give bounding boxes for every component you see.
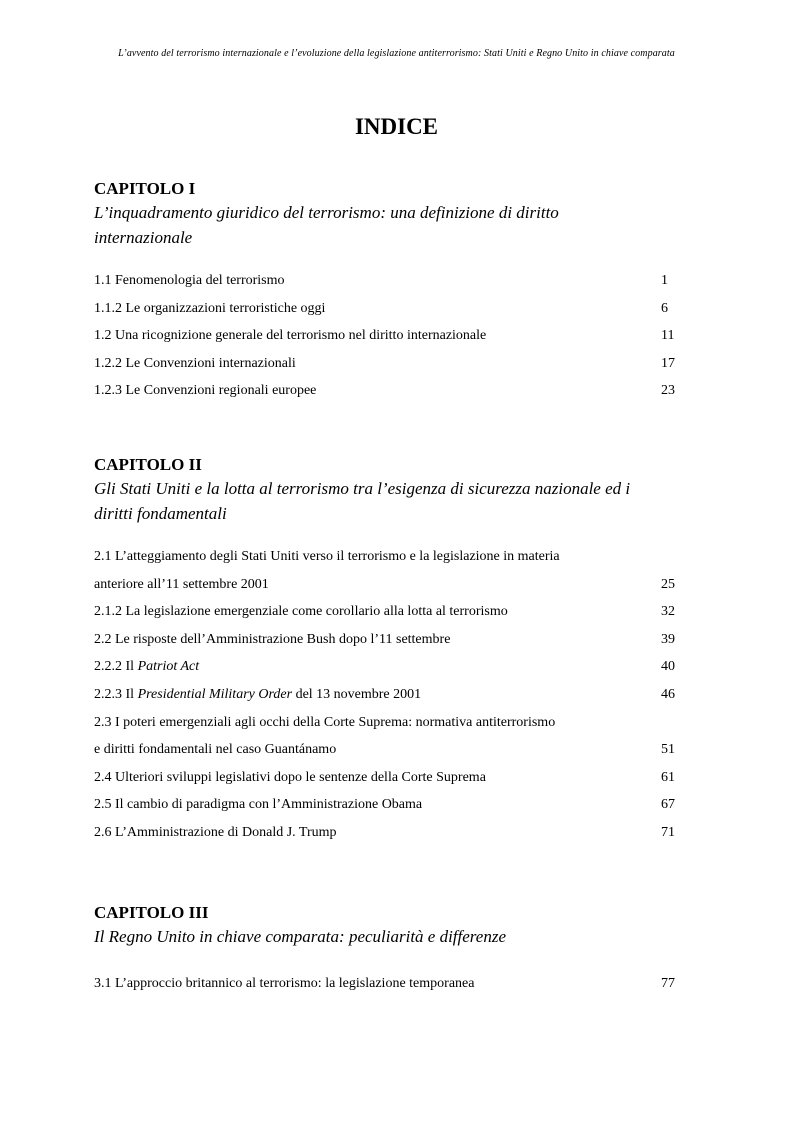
toc-entry-page: 46 xyxy=(661,686,675,702)
toc-entry-text-prefix: 2.2.2 Il xyxy=(94,659,138,675)
toc-entry[interactable] xyxy=(94,571,684,599)
toc-entry-page: 25 xyxy=(661,576,675,592)
toc-entry-page: 40 xyxy=(661,659,675,675)
toc-entry[interactable] xyxy=(94,709,684,737)
toc-entry-text: 1.1 Fenomenologia del terrorismo xyxy=(94,273,285,288)
toc-entry-text: 2.2 Le risposte dell’Amministrazione Bush dopo l’11 settembre xyxy=(94,631,451,647)
toc-entry-page: 11 xyxy=(661,328,675,344)
toc-entry[interactable] xyxy=(94,791,684,819)
chapter-label: CAPITOLO II xyxy=(94,455,202,474)
toc-entry-text: 2.5 Il cambio di paradigma con l’Amministrazione Obama xyxy=(94,797,423,813)
chapter-subtitle-line2: internazionale xyxy=(94,228,193,247)
toc-entry-page: 51 xyxy=(661,742,675,758)
toc-entry[interactable] xyxy=(94,350,684,378)
toc-entry[interactable] xyxy=(94,970,684,998)
toc-entry[interactable] xyxy=(94,819,684,847)
toc-entry[interactable] xyxy=(94,377,684,405)
page-title: INDICE xyxy=(354,114,439,139)
toc-entry-page: 6 xyxy=(661,300,668,316)
running-header: L’avvento del terrorismo internazionale e l’evoluzione della legislazione antiterrorismo: Stati Uniti e Regno Unito in chiave comparata xyxy=(118,48,675,59)
toc-entries xyxy=(94,970,684,998)
toc-entry-page: 61 xyxy=(661,769,675,785)
toc-entries xyxy=(94,543,684,847)
toc-entry-text: 2.1 L’atteggiamento degli Stati Uniti verso il terrorismo e la legislazione in materia xyxy=(94,549,560,564)
toc-entry-text: 1.2.2 Le Convenzioni internazionali xyxy=(94,355,296,371)
chapter-subtitle-line1: Gli Stati Uniti e la lotta al terrorismo tra l’esigenza di sicurezza nazionale ed i xyxy=(94,479,631,498)
toc-entry-text: 1.2 Una ricognizione generale del terrorismo nel diritto internazionale xyxy=(94,328,487,344)
toc-entry-page: 32 xyxy=(661,604,675,620)
toc-entry-page: 39 xyxy=(661,631,675,647)
toc-entry[interactable] xyxy=(94,653,684,681)
chapter-subtitle-line1: L’inquadramento giuridico del terrorismo: una definizione di diritto xyxy=(94,203,559,222)
toc-entry-text: anteriore all’11 settembre 2001 xyxy=(94,576,269,592)
toc-entry[interactable] xyxy=(94,267,684,295)
chapter-label: CAPITOLO I xyxy=(94,179,196,198)
toc-entry-text: 2.4 Ulteriori sviluppi legislativi dopo le sentenze della Corte Suprema xyxy=(94,769,486,785)
toc-entry-text: e diritti fondamentali nel caso Guantánamo xyxy=(94,742,337,758)
toc-entry[interactable] xyxy=(94,736,684,764)
toc-entry-text: 1.1.2 Le organizzazioni terroristiche oggi xyxy=(94,300,326,316)
toc-entry-page: 17 xyxy=(661,355,675,371)
chapter-subtitle-line2: diritti fondamentali xyxy=(94,504,227,523)
toc-entry-text-italic: Patriot Act xyxy=(137,659,200,675)
toc-entry[interactable] xyxy=(94,543,684,571)
chapter-subtitle-line1: Il Regno Unito in chiave comparata: peculiarità e differenze xyxy=(94,927,506,946)
toc-entry-text-italic: Presidential Military Order xyxy=(137,686,293,702)
chapter-1 xyxy=(94,178,684,405)
toc-entry-page: 77 xyxy=(661,976,675,991)
toc-entry-text: 2.1.2 La legislazione emergenziale come corollario alla lotta al terrorismo xyxy=(94,604,508,620)
toc-entry-page: 1 xyxy=(661,273,668,288)
toc-entry-page: 71 xyxy=(661,824,675,840)
toc-entry[interactable] xyxy=(94,322,684,350)
toc-entry-page: 67 xyxy=(661,797,675,813)
toc-entry[interactable] xyxy=(94,681,684,709)
chapter-label: CAPITOLO III xyxy=(94,903,209,922)
toc-entry-text: 2.6 L’Amministrazione di Donald J. Trump xyxy=(94,824,337,840)
toc-entry[interactable] xyxy=(94,295,684,323)
chapter-3 xyxy=(94,902,684,998)
toc-entry[interactable] xyxy=(94,626,684,654)
chapter-2 xyxy=(94,454,684,847)
toc-entry-text: 2.3 I poteri emergenziali agli occhi della Corte Suprema: normativa antiterrorismo xyxy=(94,714,556,730)
toc-entry-text: 1.2.3 Le Convenzioni regionali europee xyxy=(94,383,317,399)
toc-entry[interactable] xyxy=(94,764,684,792)
toc-entry-text xyxy=(94,681,421,709)
toc-entry[interactable] xyxy=(94,598,684,626)
toc-entry-text-prefix: 2.2.3 Il xyxy=(94,686,138,702)
toc-entry-text xyxy=(94,653,199,681)
toc-entry-page: 23 xyxy=(661,383,675,399)
toc-entry-text-suffix: del 13 novembre 2001 xyxy=(292,686,422,702)
toc-entry-text: 3.1 L’approccio britannico al terrorismo: la legislazione temporanea xyxy=(94,976,475,991)
toc-entries xyxy=(94,267,684,405)
